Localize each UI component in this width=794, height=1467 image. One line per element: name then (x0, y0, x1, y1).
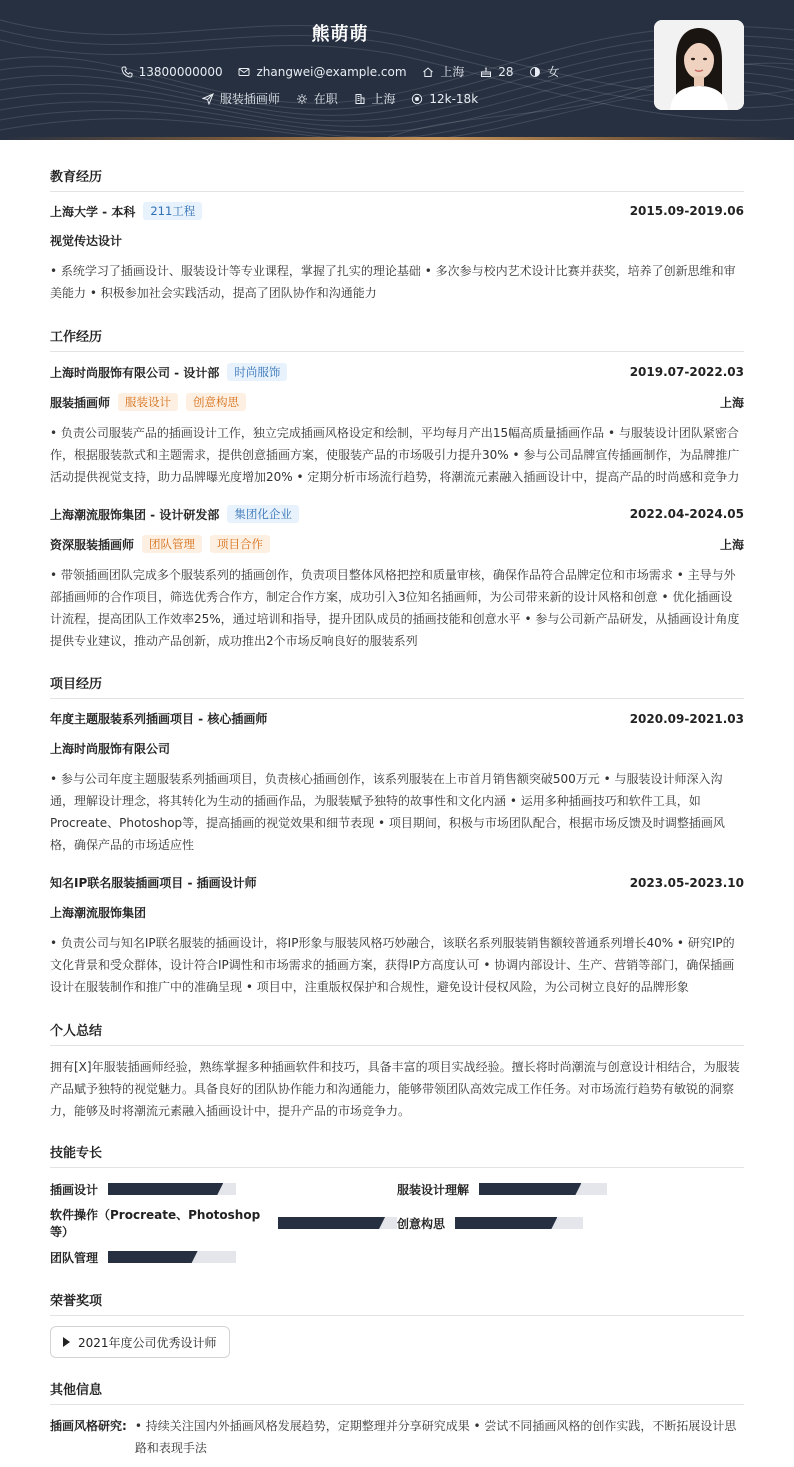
awards-title: 荣誉奖项 (50, 1290, 744, 1316)
skill-level-bar (108, 1251, 236, 1263)
gender-info (529, 63, 559, 80)
skill-name: 团队管理 (50, 1250, 99, 1265)
skill-level-bar (108, 1183, 236, 1195)
status-gear-icon (296, 93, 308, 105)
summary-text: 拥有[X]年服装插画师经验，熟练掌握多种插画软件和技巧，具备丰富的项目实战经验。擅长将时尚潮流与创意设计相结合，为服装产品赋予独特的视觉魅力。具备良好的团队协作能力和沟通能力，能够带领团队高效完成工作任务。对市场流行趋势有敏锐的洞察力，能够及时将潮流元素融入插画设计中，提升产品的市场竞争力。 (50, 1060, 740, 1118)
school-name: 上海大学 - 本科 (50, 204, 136, 219)
skill-name: 插画设计 (50, 1182, 99, 1197)
phone-icon (121, 66, 133, 78)
work-1-company: 上海时尚服饰有限公司 - 设计部 (50, 365, 220, 380)
work-1-title: 服装插画师 (50, 395, 111, 410)
projects-title: 项目经历 (50, 673, 744, 699)
project-1-name: 年度主题服装系列插画项目 - 核心插画师 (50, 712, 268, 726)
award-item[interactable] (50, 1326, 230, 1358)
work-item-2-title-row (50, 535, 744, 553)
project-2-description: • 负责公司与知名IP联名服装的插画设计，将IP形象与服装风格巧妙融合，该联名系列服装销售额较普通系列增长40% • 研究IP的文化背景和受众群体，设计符合IP调性和市场需求的插画方案，获得IP方高度认可 • 协调内部设计、生产、营销等部门，确保插画设计在服装制作和推广中的准确呈现 • 项目中，注重版权保护和合规性，避免设计侵权风险，为公司树立良好的品牌形象 (50, 936, 735, 994)
major-name: 视觉传达设计 (50, 234, 123, 248)
project-1-description: • 参与公司年度主题服装系列插画项目，负责核心插画创作，该系列服装在上市首月销售额突破500万元 • 与服装设计师深入沟通，理解设计理念，将其转化为生动的插画作品，为服装赋予独特的故事性和文化内涵 • 运用多种插画技巧和软件工具，如Procreate、Photoshop等，提高插画的视觉效果和细节表现 • 项目期间，积极与市场团队配合，根据市场反馈及时调整插画风格，确保产品的市场适应性 (50, 772, 725, 852)
education-header-row (50, 202, 744, 220)
status-info (296, 90, 338, 107)
education-section (50, 166, 744, 192)
target-city-info (354, 90, 396, 107)
target-position-info (202, 90, 280, 107)
project-1-org: 上海时尚服饰有限公司 (50, 742, 171, 756)
mail-icon (238, 66, 250, 78)
skill-level-fill (108, 1251, 198, 1263)
education-title: 教育经历 (50, 166, 744, 192)
skills-list (50, 1178, 744, 1268)
profile-photo (654, 20, 744, 110)
summary-title: 个人总结 (50, 1020, 744, 1046)
email-text: zhangwei@example.com (256, 64, 407, 79)
project-2-name: 知名IP联名服装插画项目 - 插画设计师 (50, 876, 257, 890)
work-2-company-tag: 集团化企业 (227, 505, 299, 523)
skill-name: 创意构思 (397, 1216, 446, 1231)
work-item-1-title-row (50, 393, 744, 411)
projects-section (50, 673, 744, 699)
skill-name: 软件操作（Procreate、Photoshop等） (50, 1208, 261, 1239)
award-name: 2021年度公司优秀设计师 (78, 1335, 217, 1350)
coin-icon (411, 93, 423, 105)
skill-level-fill (455, 1217, 557, 1229)
building-icon (354, 93, 366, 105)
skill-level-bar (278, 1217, 397, 1229)
other-text: • 持续关注国内外插画风格发展趋势，定期整理并分享研究成果 • 尝试不同插画风格的创作实践，不断拓展设计思路和表现手法 (134, 1419, 737, 1455)
age-info (480, 65, 513, 79)
awards-list (50, 1326, 230, 1358)
salary-text: 12k-18k (429, 91, 479, 106)
work-1-company-tag: 时尚服饰 (227, 363, 287, 381)
school-tag: 211工程 (143, 202, 202, 220)
other-label: 插画风格研究: (50, 1419, 127, 1433)
work-2-city: 上海 (719, 537, 744, 552)
send-icon (202, 93, 214, 105)
header-accent-bar (0, 137, 794, 140)
work-2-skill-tag: 团队管理 (142, 535, 202, 553)
work-2-description: • 带领插画团队完成多个服装系列的插画创作，负责项目整体风格把控和质量审核，确保作品符合品牌定位和市场需求 • 主导与外部插画师的合作项目，筛选优秀合作方，制定合作方案，成功引入3位知名插画师，为公司带来新的设计风格和创意 • 优化插画设计流程，提高团队工作效率25%，通过培训和指导，提升团队成员的插画技能和创意水平 • 参与公司新产品研发，从插画设计角度提供专业建议，推动产品创新，成功推出2个市场反响良好的服装系列 (50, 568, 740, 648)
skill-level-bar (479, 1183, 607, 1195)
job-intention-line (0, 90, 680, 108)
project-1-org-row (50, 740, 744, 757)
skills-row (50, 1246, 744, 1268)
home-icon (422, 66, 434, 78)
work-2-company: 上海潮流服饰集团 - 设计研发部 (50, 507, 220, 522)
phone-text: 13800000000 (138, 64, 223, 79)
candidate-name: 熊萌萌 (311, 24, 369, 45)
skill-item (50, 1206, 397, 1240)
gender-text: 女 (547, 65, 560, 79)
work-section (50, 326, 744, 352)
work-2-skill-tag: 项目合作 (210, 535, 270, 553)
contact-info-line (0, 63, 680, 81)
caret-right-icon (63, 1337, 70, 1347)
project-2-header (50, 874, 744, 891)
skills-section (50, 1142, 744, 1168)
location-text: 上海 (440, 65, 465, 79)
work-title: 工作经历 (50, 326, 744, 352)
work-1-city: 上海 (719, 395, 744, 410)
work-2-date: 2022.04-2024.05 (629, 507, 744, 521)
work-1-date: 2019.07-2022.03 (629, 365, 744, 379)
age-text: 28 (498, 64, 514, 79)
gender-icon (529, 66, 541, 78)
skill-item (397, 1181, 744, 1198)
project-1-header (50, 710, 744, 727)
work-1-skill-tag: 创意构思 (186, 393, 246, 411)
skills-row (50, 1208, 744, 1239)
project-2-org-row (50, 904, 744, 921)
work-2-title: 资深服装插画师 (50, 537, 135, 552)
salary-info (411, 92, 478, 106)
other-section (50, 1379, 744, 1405)
skill-item (397, 1215, 744, 1232)
skill-level-bar (455, 1217, 583, 1229)
target-city-text: 上海 (371, 92, 396, 106)
resume-header (0, 0, 794, 140)
other-item (50, 1415, 744, 1459)
skill-name: 服装设计理解 (397, 1182, 470, 1197)
skills-row (50, 1178, 744, 1200)
cake-icon (480, 66, 492, 78)
skill-item (50, 1249, 403, 1266)
work-item-2-header (50, 505, 744, 523)
work-item-1-header (50, 363, 744, 381)
skill-level-fill (108, 1183, 223, 1195)
target-position-text: 服装插画师 (219, 92, 280, 106)
project-2-date: 2023.05-2023.10 (629, 875, 744, 890)
location-info (422, 63, 464, 80)
education-description: • 系统学习了插画设计、服装设计等专业课程，掌握了扎实的理论基础 • 多次参与校内艺术设计比赛并获奖，培养了创新思维和审美能力 • 积极参加社会实践活动，提高了团队协作和沟通能力 (50, 264, 736, 300)
skills-title: 技能专长 (50, 1142, 744, 1168)
phone-info (121, 65, 223, 79)
awards-section (50, 1290, 744, 1316)
major-row (50, 232, 744, 249)
work-1-skill-tag: 服装设计 (118, 393, 178, 411)
status-text: 在职 (313, 92, 338, 106)
project-1-date: 2020.09-2021.03 (629, 711, 744, 726)
skill-item (50, 1181, 397, 1198)
other-title: 其他信息 (50, 1379, 744, 1405)
skill-level-fill (479, 1183, 581, 1195)
project-2-org: 上海潮流服饰集团 (50, 906, 147, 920)
work-1-description: • 负责公司服装产品的插画设计工作，独立完成插画风格设定和绘制，平均每月产出15幅高质量插画作品 • 与服装设计团队紧密合作，根据服装款式和主题需求，提供创意插画方案，使服装产品的市场吸引力提升30% • 参与公司品牌宣传插画制作，为品牌推广活动提供视觉支持，助力品牌曝光度增加20% • 定期分析市场流行趋势，将潮流元素融入插画设计中，提高产品的时尚感和竞争力 (50, 426, 740, 484)
skill-level-fill (278, 1217, 385, 1229)
education-date: 2015.09-2019.06 (629, 204, 744, 218)
summary-section (50, 1020, 744, 1046)
email-info (238, 65, 406, 79)
